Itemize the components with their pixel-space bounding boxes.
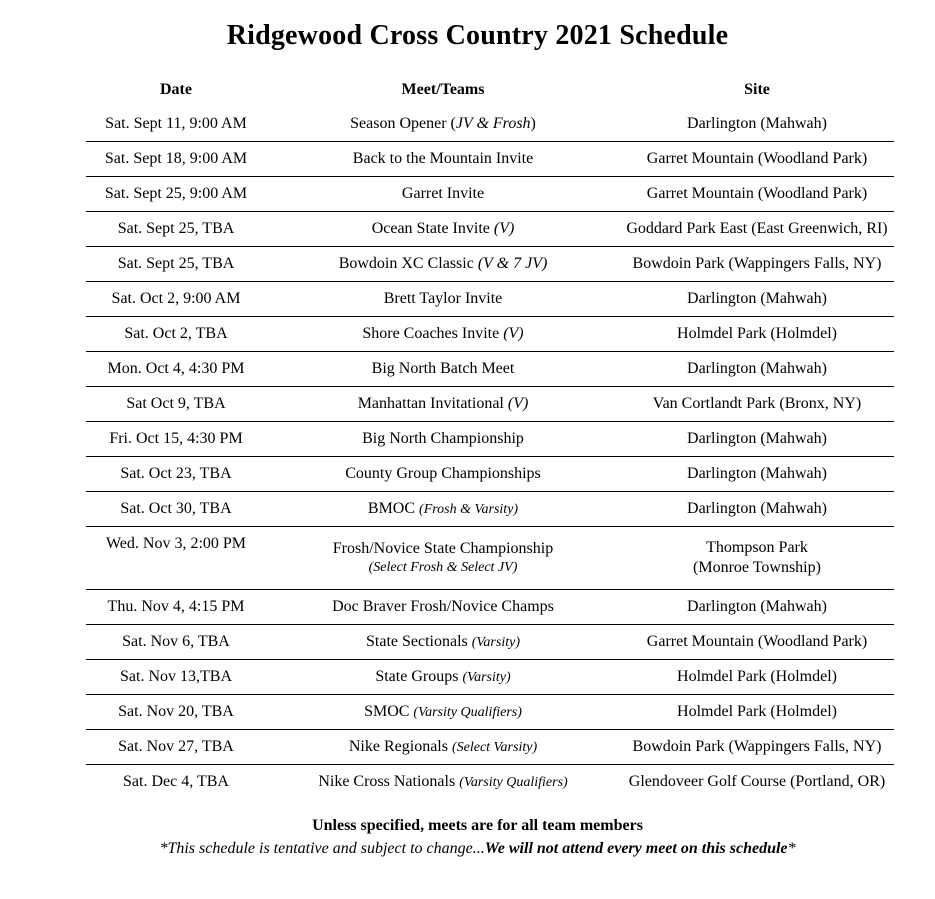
meet-name: Big North Championship — [362, 430, 524, 447]
site-cell: Darlington (Mahwah) — [620, 590, 894, 625]
meet-cell — [266, 422, 620, 457]
meet-name: Frosh/Novice State Championship — [332, 540, 554, 557]
date-cell: Thu. Nov 4, 4:15 PM — [86, 590, 266, 625]
meet-name: Shore Coaches Invite — [362, 325, 504, 342]
site-cell: Holmdel Park (Holmdel) — [620, 317, 894, 352]
meet-cell — [266, 492, 620, 527]
date-cell: Sat. Sept 11, 9:00 AM — [86, 107, 266, 142]
site-cell: Darlington (Mahwah) — [620, 282, 894, 317]
site-cell: Darlington (Mahwah) — [620, 422, 894, 457]
meet-name-end: ) — [530, 115, 536, 132]
meet-name: State Sectionals — [366, 633, 472, 650]
meet-cell — [266, 247, 620, 282]
meet-cell — [266, 387, 620, 422]
date-cell: Sat. Nov 20, TBA — [86, 695, 266, 730]
header-date: Date — [160, 80, 192, 98]
date-cell: Mon. Oct 4, 4:30 PM — [86, 352, 266, 387]
table-row — [86, 492, 894, 527]
site-cell: Darlington (Mahwah) — [620, 492, 894, 527]
meet-note: (V & 7 JV) — [477, 255, 548, 272]
site-cell: Glendoveer Golf Course (Portland, OR) — [628, 773, 886, 790]
meet-name: BMOC — [367, 500, 420, 517]
date-cell: Sat Oct 9, TBA — [86, 387, 266, 422]
date-cell: Sat. Nov 13,TBA — [86, 660, 266, 695]
schedule-table — [86, 72, 894, 799]
table-row — [86, 282, 894, 317]
table-row — [86, 212, 894, 247]
site-cell: Darlington (Mahwah) — [620, 107, 894, 142]
date-cell: Sat. Sept 25, TBA — [86, 247, 266, 282]
meet-name: Manhattan Invitational — [357, 395, 508, 412]
table-row — [86, 765, 894, 800]
meet-cell — [266, 177, 620, 212]
meet-name: Season Opener ( — [350, 115, 456, 132]
meet-note: (Select Varsity) — [451, 740, 538, 755]
date-cell: Sat. Oct 2, TBA — [86, 317, 266, 352]
meet-note: (Varsity Qualifiers) — [459, 775, 568, 790]
meet-cell — [266, 660, 620, 695]
date-cell: Sat. Sept 18, 9:00 AM — [86, 142, 266, 177]
footer-disclaimer — [0, 840, 935, 858]
table-row — [86, 247, 894, 282]
meet-cell — [266, 590, 620, 625]
table-row — [86, 695, 894, 730]
date-cell: Sat. Oct 23, TBA — [86, 457, 266, 492]
site-cell: Garret Mountain (Woodland Park) — [620, 625, 894, 660]
date-cell: Sat. Nov 27, TBA — [86, 730, 266, 765]
meet-cell — [266, 352, 620, 387]
site-name: Thompson Park — [706, 539, 808, 556]
meet-cell — [266, 317, 620, 352]
meet-name: County Group Championships — [345, 465, 541, 482]
meet-cell — [266, 730, 620, 765]
header-row — [86, 72, 894, 107]
meet-note: (Varsity) — [471, 635, 520, 650]
table-row — [86, 527, 894, 590]
table-row — [86, 387, 894, 422]
table-row — [86, 625, 894, 660]
meet-note: (V) — [507, 395, 529, 412]
table-row — [86, 590, 894, 625]
date-cell: Sat. Sept 25, TBA — [86, 212, 266, 247]
meet-name: Nike Regionals — [348, 738, 452, 755]
meet-name: Bowdoin XC Classic — [338, 255, 478, 272]
meet-cell — [266, 282, 620, 317]
site-cell: Holmdel Park (Holmdel) — [620, 695, 894, 730]
page-title: Ridgewood Cross Country 2021 Schedule — [226, 20, 729, 51]
table-row — [86, 457, 894, 492]
site-cell: Van Cortlandt Park (Bronx, NY) — [620, 387, 894, 422]
header-site: Site — [744, 80, 770, 98]
table-row — [86, 730, 894, 765]
date-cell: Sat. Oct 2, 9:00 AM — [86, 282, 266, 317]
meet-cell — [266, 765, 620, 800]
meet-name: Brett Taylor Invite — [383, 290, 503, 307]
date-cell: Fri. Oct 15, 4:30 PM — [86, 422, 266, 457]
table-row — [86, 317, 894, 352]
meet-note: (Varsity) — [462, 670, 511, 685]
meet-cell — [266, 527, 620, 590]
meet-name: Garret Invite — [401, 185, 485, 202]
meet-note: (Select Frosh & Select JV) — [368, 560, 518, 575]
meet-cell — [266, 625, 620, 660]
table-row — [86, 422, 894, 457]
meet-name: SMOC — [364, 703, 414, 720]
meet-name: State Groups — [375, 668, 463, 685]
table-row — [86, 142, 894, 177]
table-row — [86, 352, 894, 387]
table-row — [86, 177, 894, 212]
date-cell: Sat. Dec 4, TBA — [123, 773, 229, 790]
meet-name: Back to the Mountain Invite — [352, 150, 534, 167]
meet-cell — [266, 212, 620, 247]
meet-cell — [266, 107, 620, 142]
site-cell: Bowdoin Park (Wappingers Falls, NY) — [620, 730, 894, 765]
meet-note: (Varsity Qualifiers) — [413, 705, 522, 720]
disclaimer-text: *This schedule is tentative and subject to change... — [159, 840, 485, 857]
meet-name: Big North Batch Meet — [371, 360, 515, 377]
meet-note: (Frosh & Varsity) — [419, 502, 519, 517]
table-row — [86, 660, 894, 695]
meet-name: Nike Cross Nationals — [318, 773, 460, 790]
site-cell: Goddard Park East (East Greenwich, RI) — [620, 212, 894, 247]
disclaimer-end: * — [787, 840, 796, 857]
meet-cell — [266, 695, 620, 730]
meet-cell — [266, 142, 620, 177]
table-row — [86, 107, 894, 142]
footer-team-note: Unless specified, meets are for all team members — [312, 817, 643, 834]
date-cell: Sat. Sept 25, 9:00 AM — [86, 177, 266, 212]
site-cell: Darlington (Mahwah) — [620, 352, 894, 387]
meet-note: JV & Frosh — [455, 115, 531, 132]
meet-name: Doc Braver Frosh/Novice Champs — [332, 598, 554, 615]
site-cell — [620, 527, 894, 590]
date-cell: Wed. Nov 3, 2:00 PM — [86, 527, 266, 590]
meet-note: (V) — [493, 220, 515, 237]
site-cell: Bowdoin Park (Wappingers Falls, NY) — [620, 247, 894, 282]
meet-note: (V) — [503, 325, 524, 342]
meet-cell — [266, 457, 620, 492]
site-location: (Monroe Township) — [693, 559, 821, 576]
meet-name: Ocean State Invite — [371, 220, 494, 237]
site-cell: Darlington (Mahwah) — [620, 457, 894, 492]
site-cell: Holmdel Park (Holmdel) — [620, 660, 894, 695]
site-cell: Garret Mountain (Woodland Park) — [620, 142, 894, 177]
disclaimer-emphasis: We will not attend every meet on this schedule — [484, 840, 788, 857]
site-cell: Garret Mountain (Woodland Park) — [620, 177, 894, 212]
date-cell: Sat. Nov 6, TBA — [86, 625, 266, 660]
date-cell: Sat. Oct 30, TBA — [86, 492, 266, 527]
header-meet: Meet/Teams — [401, 80, 485, 98]
